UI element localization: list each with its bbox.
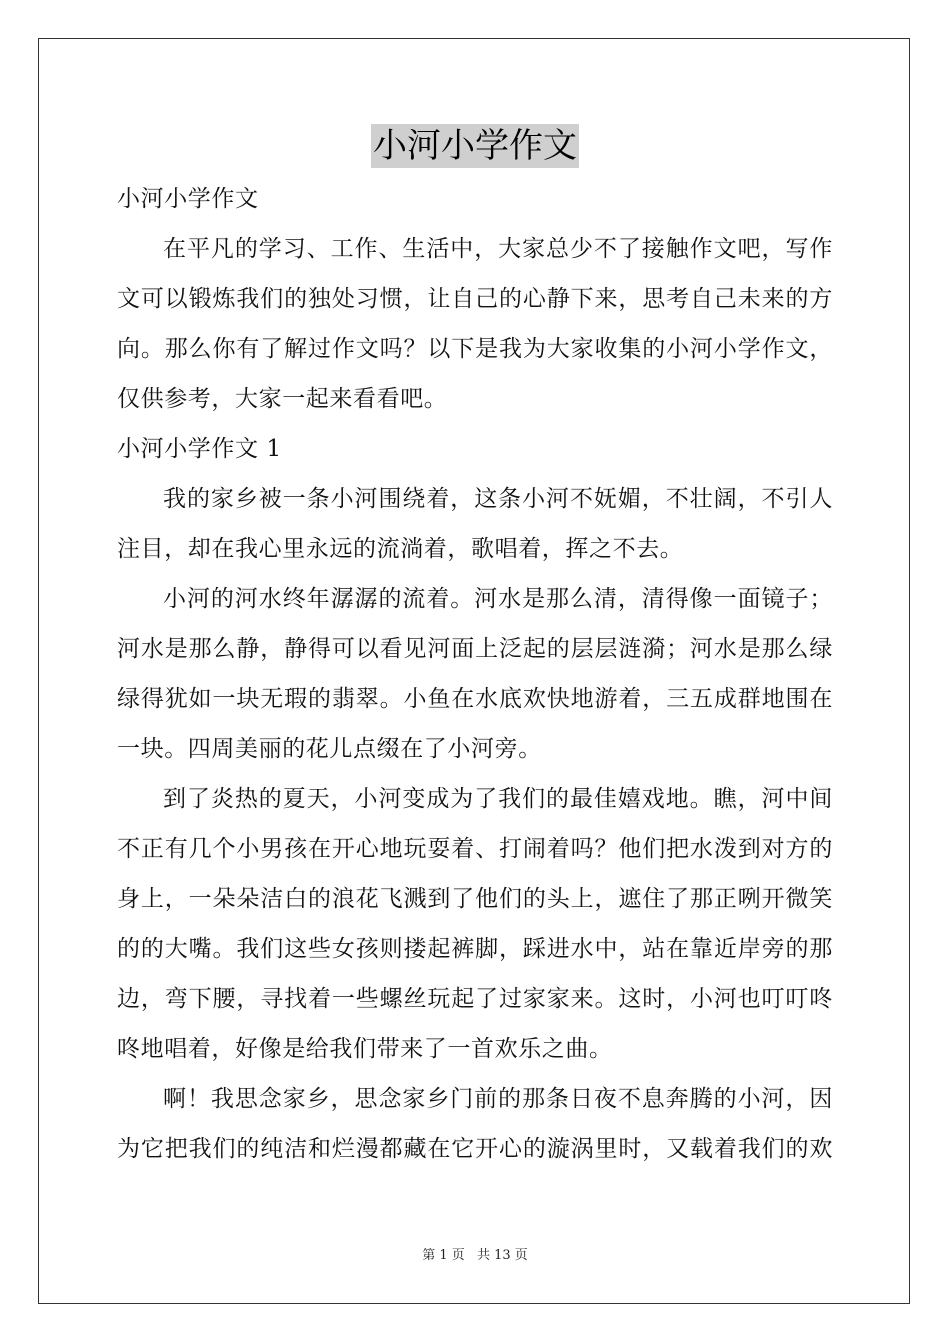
text-line: 为它把我们的纯洁和烂漫都藏在它开心的漩涡里时，又载着我们的欢 — [117, 1136, 833, 1162]
text-line: 啊！我思念家乡，思念家乡门前的那条日夜不息奔腾的小河，因 — [163, 1086, 833, 1112]
text-line: 到了炎热的夏天，小河变成为了我们的最佳嬉戏地。瞧，河中间 — [163, 786, 833, 812]
text-line: 咚地唱着，好像是给我们带来了一首欢乐之曲。 — [117, 1036, 613, 1062]
text-line: 仅供参考，大家一起来看看吧。 — [117, 386, 448, 412]
text-line: 边，弯下腰，寻找着一些螺丝玩起了过家家来。这时，小河也叮叮咚 — [117, 986, 833, 1012]
document-body — [117, 174, 833, 1174]
text-line: 身上，一朵朵洁白的浪花飞溅到了他们的头上，遮住了那正咧开微笑 — [117, 886, 833, 912]
text-line: 一块。四周美丽的花儿点缀在了小河旁。 — [117, 736, 542, 762]
text-line: 不正有几个小男孩在开心地玩耍着、打闹着吗？他们把水泼到对方的 — [117, 836, 833, 862]
document-title: 小河小学作文 — [373, 126, 577, 166]
text-line: 文可以锻炼我们的独处习惯，让自己的心静下来，思考自己未来的方 — [117, 286, 833, 312]
title-block — [0, 124, 950, 168]
text-line: 小河小学作文 — [117, 186, 259, 212]
text-line: 小河小学作文 1 — [117, 436, 282, 462]
page-number: 第 1 页 — [422, 1248, 465, 1263]
text-line: 河水是那么静，静得可以看见河面上泛起的层层涟漪；河水是那么绿 — [117, 636, 833, 662]
text-line: 的的大嘴。我们这些女孩则搂起裤脚，踩进水中，站在靠近岸旁的那 — [117, 936, 833, 962]
text-line: 绿得犹如一块无瑕的翡翠。小鱼在水底欢快地游着，三五成群地围在 — [117, 686, 833, 712]
text-line: 小河的河水终年潺潺的流着。河水是那么清，清得像一面镜子； — [163, 586, 833, 612]
text-line: 注目，却在我心里永远的流淌着，歌唱着，挥之不去。 — [117, 536, 684, 562]
text-line: 向。那么你有了解过作文吗？以下是我为大家收集的小河小学作文， — [117, 336, 833, 362]
text-line: 在平凡的学习、工作、生活中，大家总少不了接触作文吧，写作 — [163, 236, 833, 262]
page-footer — [0, 1244, 950, 1263]
page-total: 共 13 页 — [476, 1248, 528, 1263]
text-line: 我的家乡被一条小河围绕着，这条小河不妩媚，不壮阔，不引人 — [163, 486, 833, 512]
